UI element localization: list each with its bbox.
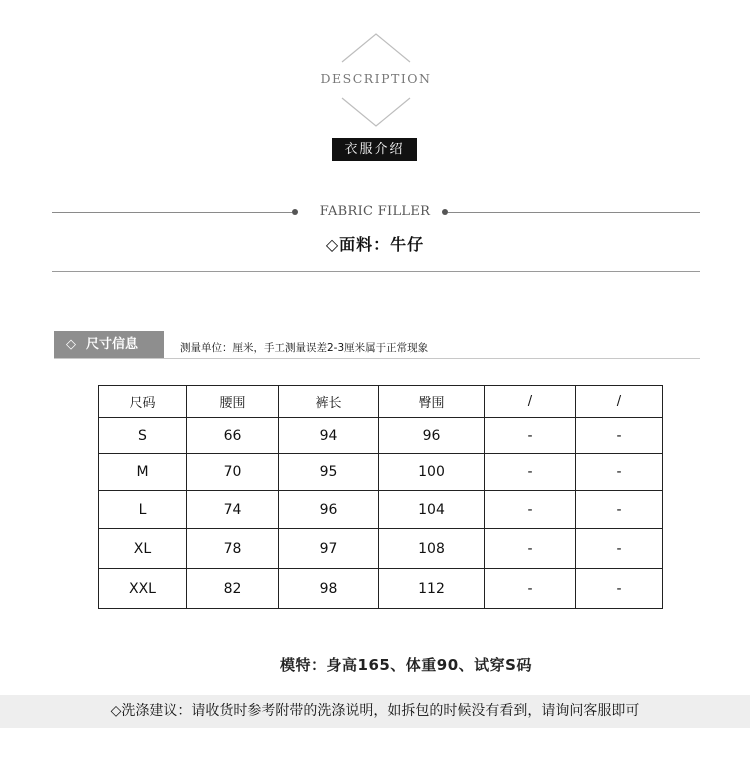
table-row: [99, 529, 663, 569]
cell-hip: 96: [379, 418, 485, 454]
model-info: 模特：身高165、体重90、试穿S码: [280, 656, 532, 674]
cell-blank: -: [576, 491, 663, 529]
cell-blank: -: [576, 418, 663, 454]
size-table: [98, 385, 663, 609]
cell-length: 94: [279, 418, 379, 454]
table-header-row: [99, 386, 663, 418]
cell-hip: 104: [379, 491, 485, 529]
description-title: DESCRIPTION: [320, 71, 432, 86]
cell-blank: -: [485, 454, 576, 491]
table-row: [99, 569, 663, 609]
cell-blank: -: [485, 491, 576, 529]
cell-size: L: [99, 491, 187, 529]
table-row: [99, 491, 663, 529]
cell-waist: 66: [187, 418, 279, 454]
cell-blank: -: [576, 454, 663, 491]
wash-advice-text: ◇洗涤建议：请收货时参考附带的洗涤说明，如拆包的时候没有看到，请询问客服即可: [110, 703, 640, 719]
diamond-icon: ◇: [66, 337, 76, 352]
header-hip: 臀围: [379, 386, 485, 418]
cell-length: 98: [279, 569, 379, 609]
cell-blank: -: [576, 569, 663, 609]
cell-hip: 112: [379, 569, 485, 609]
header-blank-1: /: [485, 386, 576, 418]
cell-size: M: [99, 454, 187, 491]
fabric-divider-left: [52, 212, 292, 213]
header-size: 尺码: [99, 386, 187, 418]
fabric-divider-right: [448, 212, 700, 213]
cell-size: XL: [99, 529, 187, 569]
cell-hip: 108: [379, 529, 485, 569]
fabric-material-value: ◇面料：牛仔: [325, 235, 425, 254]
header-length: 裤长: [279, 386, 379, 418]
cell-waist: 82: [187, 569, 279, 609]
cell-waist: 74: [187, 491, 279, 529]
fabric-bottom-divider: [52, 271, 700, 272]
cell-blank: -: [576, 529, 663, 569]
fabric-divider-dot-left: [292, 209, 298, 215]
table-row: [99, 418, 663, 454]
cell-waist: 78: [187, 529, 279, 569]
measurement-note: 测量单位：厘米，手工测量误差2-3厘米属于正常现象: [180, 342, 429, 354]
clothing-intro-badge: 衣服介绍: [332, 138, 417, 161]
header-blank-2: /: [576, 386, 663, 418]
fabric-filler-label: FABRIC FILLER: [319, 204, 431, 219]
header-waist: 腰围: [187, 386, 279, 418]
cell-hip: 100: [379, 454, 485, 491]
cell-length: 97: [279, 529, 379, 569]
size-info-tab: [54, 331, 164, 358]
cell-blank: -: [485, 529, 576, 569]
cell-length: 95: [279, 454, 379, 491]
table-row: [99, 454, 663, 491]
size-section-underline: [54, 358, 700, 359]
cell-blank: -: [485, 569, 576, 609]
size-info-tab-label: 尺寸信息: [86, 337, 139, 352]
cell-size: XXL: [99, 569, 187, 609]
cell-length: 96: [279, 491, 379, 529]
cell-waist: 70: [187, 454, 279, 491]
cell-size: S: [99, 418, 187, 454]
cell-blank: -: [485, 418, 576, 454]
